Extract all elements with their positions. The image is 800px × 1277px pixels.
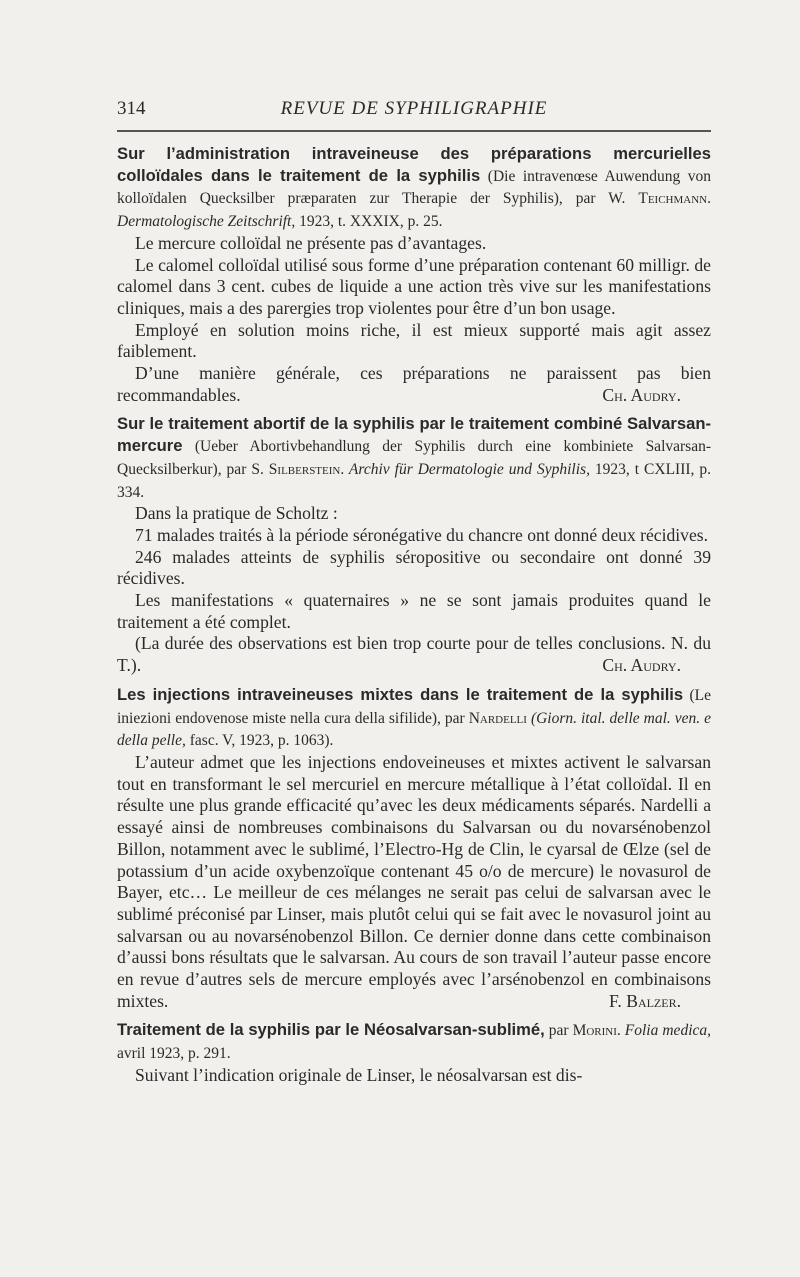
paragraph: Employé en solution moins riche, il est mieux supporté mais agit assez faiblement. (117, 319, 711, 362)
article (117, 684, 711, 1013)
article (117, 413, 711, 676)
journal-name: (Giorn. ital. delle mal. ven. e della pelle, (117, 709, 712, 750)
author-name: Silberstein. (268, 460, 345, 478)
citation: par Morini. Folia medica, avril 1923, p. 291. (117, 1022, 711, 1063)
paragraph: Suivant l’indication originale de Linser, le néosalvarsan est dis- (135, 1064, 583, 1085)
article-title: Les injections intraveineuses mixtes dans le traitement de la syphilis (117, 684, 684, 704)
paragraph: 246 malades atteints de syphilis séropositive ou secondaire ont donné 39 récidives. (117, 546, 711, 589)
journal-name: Folia medica, (620, 1022, 711, 1040)
paragraph: L’auteur admet que les injections endoveineuses et mixtes activent le salvarsan tout en transformant le sel mercuriel en mercure métallique à l’état colloïdal. Il en résulte une plus grande efficacité qu’avec les deux médicaments séparés. Nardelli a essayé ainsi de nombreuses combinaisons du Salvarsan ou du novarsénobenzol Billon, notamment avec le sublimé, l’Electro-Hg de Clin, le cyarsal de Œlze (sel de potassium d’un acide oxybenzoïque contenant 45 o/o de mercure) le novasurol de Bayer, etc… Le meilleur de ces mélanges ne serait pas celui de salvarsan avec le sublimé préconisé par Linser, mais plutôt celui qui se fait avec le novasurol joint au salvarsan ou au novarsénobenzol Billon. Ce dernier donne dans cette combinaison d’aussi bons résultats que le salvarsan. Au cours de son travail l’auteur passe encore en revue d’autres sels de mercure employés avec l’arsénobenzol en combinaisons mixtes. F. Balzer. (117, 751, 711, 1011)
author-name: Teichmann. (638, 190, 711, 208)
page-number: 314 (117, 98, 146, 119)
paragraph: (La durée des observations est bien trop courte pour de telles conclusions. N. du T.). Ch. Audry. (117, 633, 711, 676)
article (117, 1019, 711, 1086)
paragraph: 71 malades traités à la période séronégative du chancre ont donné deux récidives. (135, 524, 709, 545)
citation: (Ueber Abortivbehandlung der Syphilis durch eine kombiniete Salvarsan-Quecksilberkur), par S. Silberstein. Archiv für Dermatologie und Syphilis, 1923, t CXLIII, p. 334. (117, 438, 712, 501)
journal-name: Dermatologische Zeitschrift, (117, 213, 296, 231)
running-title: REVUE DE SYPHILIGRAPHIE (280, 98, 548, 119)
author-name: Morini. (572, 1022, 621, 1040)
article-title: Sur l’administration intraveineuse des préparations mercurielles colloïdales dans le traitement de la syphilis (117, 144, 711, 185)
article (117, 143, 711, 406)
signature: F. Balzer. (609, 990, 681, 1011)
article-title: Traitement de la syphilis par le Néosalvarsan-sublimé, (117, 1020, 545, 1040)
paragraph: Le mercure colloïdal ne présente pas d’avantages. (135, 232, 487, 253)
paragraph: Dans la pratique de Scholtz : (135, 503, 338, 524)
paragraph: D’une manière générale, ces préparations ne paraissent pas bien recommandables. Ch. Audry. (117, 363, 711, 405)
citation: (Die intravenœse Auwendung von kolloïdalen Quecksilber præparaten zur Therapie der Syphilis), par W. Teichmann. Dermatologische Zeitschrift, 1923, t. XXXIX, p. 25. (117, 167, 712, 231)
page-content (117, 143, 711, 1094)
header-rule (117, 130, 711, 132)
paragraph: Les manifestations « quaternaires » ne se sont jamais produites quand le traitement a été complet. (117, 590, 711, 632)
signature: Ch. Audry. (602, 384, 681, 405)
journal-name: Archiv für Dermatologie und Syphilis, (344, 460, 590, 478)
paragraph: Le calomel colloïdal utilisé sous forme d’une préparation contenant 60 milligr. de calomel dans 3 cent. cubes de liquide a une action très vive sur les manifestations cliniques, mais a des parergies trop violentes pour être d’un bon usage. (117, 254, 711, 318)
author-name: Nardelli (468, 709, 527, 727)
page-header (117, 98, 711, 122)
article-title: Sur le traitement abortif de la syphilis par le traitement combiné Salvarsan-mercure (117, 414, 711, 456)
citation: (Le iniezioni endovenose miste nella cura della sifilide), par Nardelli (Giorn. ital. delle mal. ven. e della pelle, fasc. V, 1923, p. 1063). (117, 686, 712, 750)
signature: Ch. Audry. (602, 655, 681, 676)
